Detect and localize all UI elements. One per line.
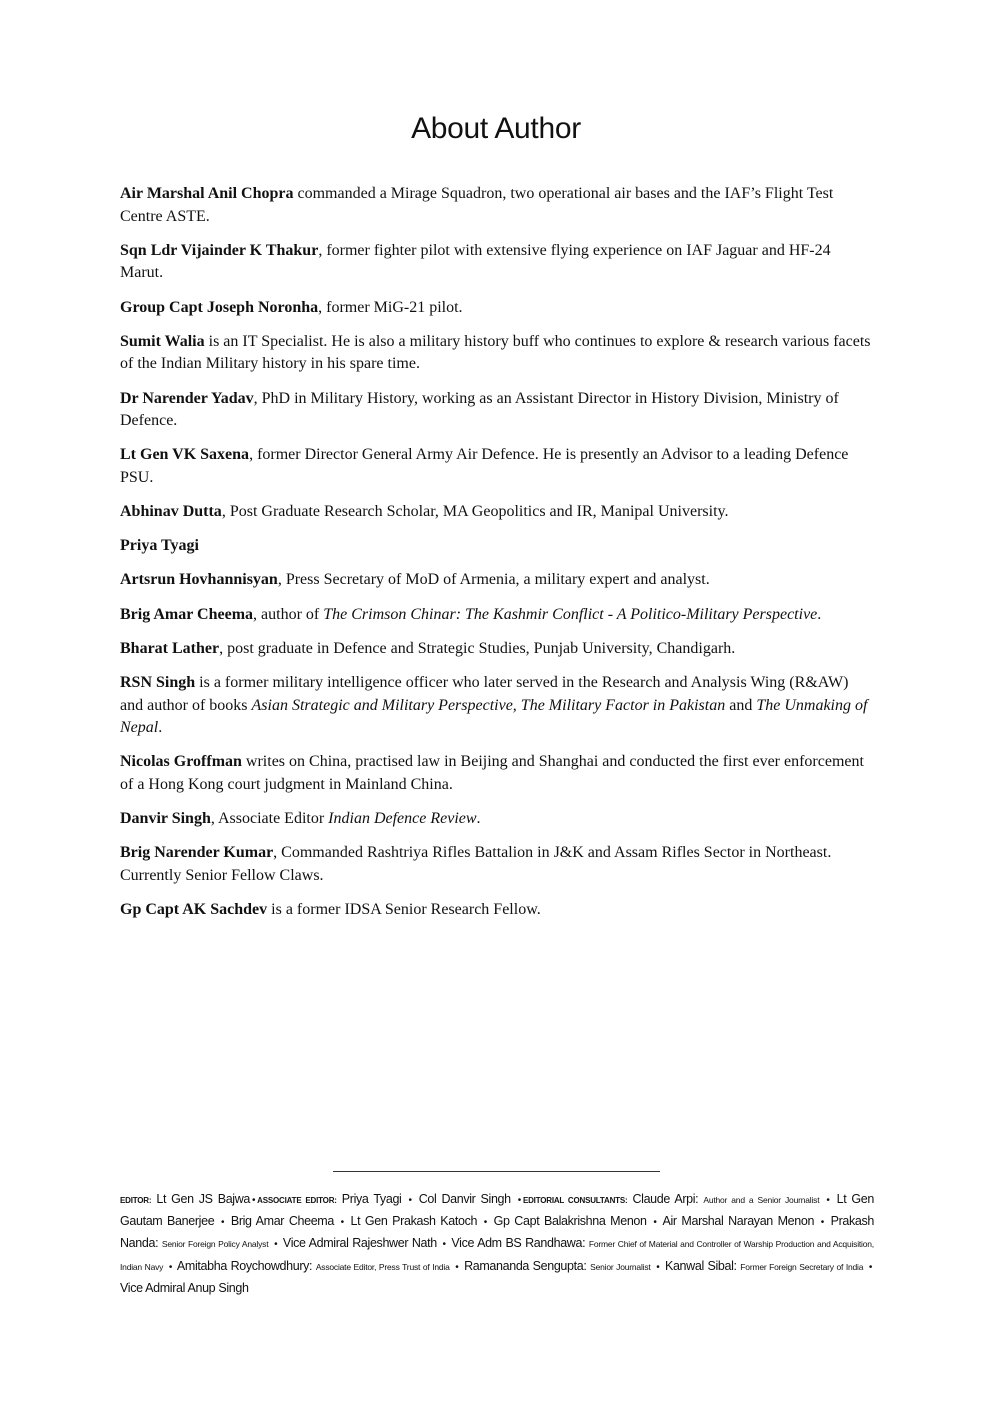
author-entry	[120, 638, 874, 661]
author-bio: writes on China, practised law in Beijing and Shanghai and conducted the first ever enforcement of a Hong Kong court judgment in Mainland China.	[120, 753, 864, 793]
author-name: Brig Amar Cheema	[120, 605, 254, 623]
editor-name: Lt Gen JS Bajwa	[151, 1192, 251, 1206]
author-bio-mid: and	[725, 696, 757, 714]
author-entry	[120, 672, 874, 740]
consultant-name: Air Marshal Narayan Menon	[658, 1214, 819, 1229]
book-title: The Unmaking of Nepal	[120, 696, 868, 737]
author-entry	[120, 297, 874, 320]
author-bio: , former Director General Army Air Defence. He is presently an Advisor to a leading Defence PSU.	[120, 446, 849, 486]
author-bio: is a former military intelligence officer who later served in the Research and Analysis Wing (R&AW) and author of books	[120, 674, 849, 714]
author-entry	[120, 535, 874, 558]
bullet-icon: •	[455, 1261, 459, 1273]
consultant-name: Lt Gen Prakash Katoch	[345, 1214, 482, 1229]
bullet-icon: •	[274, 1239, 278, 1251]
bullet-icon: •	[168, 1261, 172, 1273]
author-bio: , Post Graduate Research Scholar, MA Geopolitics and IR, Manipal University.	[221, 503, 729, 521]
bullet-icon: •	[408, 1195, 412, 1206]
author-name: Abhinav Dutta	[120, 503, 222, 521]
bullet-icon: •	[252, 1195, 256, 1206]
author-name: Brig Narender Kumar	[120, 844, 274, 862]
author-bio: , post graduate in Defence and Strategic Studies, Punjab University, Chandigarh.	[219, 639, 736, 657]
book-title: The Crimson Chinar: The Kashmir Conflict - A Politico-Military Perspective	[323, 605, 818, 623]
author-bio: , author of	[253, 605, 324, 623]
consultant-desc: Associate Editor, Press Trust of India	[315, 1261, 450, 1272]
author-bio-end: .	[158, 719, 163, 737]
bullet-icon: •	[220, 1217, 225, 1229]
author-entry	[120, 751, 874, 796]
page-title: About Author	[411, 112, 581, 145]
author-name: Gp Capt AK Sachdev	[120, 901, 268, 919]
bullet-icon: •	[820, 1217, 824, 1229]
consultant-desc: Former Foreign Secretary of India	[740, 1261, 864, 1272]
bullet-icon: •	[653, 1217, 657, 1229]
author-bio: , Associate Editor	[210, 810, 329, 828]
bullet-icon: •	[826, 1195, 830, 1206]
author-name: Sqn Ldr Vijainder K Thakur	[120, 241, 319, 259]
author-bio-end: .	[817, 605, 822, 623]
author-bio: is an IT Specialist. He is also a military history buff who continues to explore & research various facets of the Indian Military history in his spare time.	[120, 332, 871, 373]
consultant-name: Gp Capt Balakrishna Menon	[488, 1214, 652, 1229]
consultant-desc: Author and a Senior Journalist	[703, 1195, 820, 1205]
consultant-name: Lt Gen Gautam Banerjee	[120, 1192, 874, 1229]
consultant-desc: Senior Foreign Policy Analyst	[161, 1239, 269, 1250]
author-bio: , former MiG-21 pilot.	[318, 298, 463, 316]
associate-editor-label: ASSOCIATE EDITOR:	[257, 1196, 337, 1205]
consultant-name: Prakash Nanda:	[120, 1214, 875, 1251]
bullet-icon: •	[868, 1261, 873, 1273]
footer-divider	[333, 1171, 660, 1172]
author-entry	[120, 899, 874, 922]
author-bio-end: .	[476, 810, 481, 828]
consultant-name: Vice Adm BS Randhawa:	[447, 1236, 589, 1251]
author-name: Artsrun Hovhannisyan	[120, 571, 278, 589]
author-name: Priya Tyagi	[120, 537, 199, 555]
consultant-desc: Senior Journalist	[590, 1261, 651, 1272]
author-name: Nicolas Groffman	[120, 753, 242, 771]
consultant-name: Brig Amar Cheema	[226, 1214, 339, 1229]
author-name: Air Marshal Anil Chopra	[120, 185, 294, 202]
author-entry	[120, 604, 874, 627]
author-entry	[120, 808, 874, 831]
author-entry	[120, 388, 874, 433]
author-bio: , Commanded Rashtriya Rifles Battalion in J&K and Assam Rifles Sector in Northeast. Currently Senior Fellow Claws.	[120, 844, 832, 884]
publication-title: Indian Defence Review	[328, 810, 477, 828]
editor-label: EDITOR:	[120, 1196, 152, 1205]
author-bio: , Press Secretary of MoD of Armenia, a military expert and analyst.	[277, 571, 710, 589]
author-name: RSN Singh	[120, 674, 196, 692]
book-title: Asian Strategic and Military Perspective, The Military Factor in Pakistan	[251, 696, 726, 714]
author-list	[120, 183, 874, 933]
author-entry	[120, 501, 874, 524]
bullet-icon: •	[517, 1195, 521, 1206]
bullet-icon: •	[656, 1261, 660, 1273]
author-bio: commanded a Mirage Squadron, two operational air bases and the IAF’s Flight Test Centre ASTE.	[120, 185, 834, 225]
bullet-icon: •	[340, 1217, 344, 1229]
bullet-icon: •	[442, 1239, 446, 1251]
consultant-name: Vice Admiral Anup Singh	[120, 1280, 249, 1295]
consultants-label: EDITORIAL CONSULTANTS:	[522, 1196, 628, 1205]
author-name: Group Capt Joseph Noronha	[120, 298, 319, 316]
author-bio: , former fighter pilot with extensive flying experience on IAF Jaguar and HF-24 Marut.	[120, 241, 831, 282]
consultant-name: Ramananda Sengupta:	[460, 1258, 591, 1273]
author-name: Sumit Walia	[120, 332, 205, 350]
associate-editor-name: Priya Tyagi	[336, 1192, 407, 1206]
consultant-desc: Former Chief of Material and Controller of Warship Production and Acquisition, Indian Navy	[120, 1239, 874, 1272]
author-entry	[120, 444, 874, 489]
bullet-icon: •	[483, 1217, 487, 1229]
associate-editor-name: Col Danvir Singh	[413, 1192, 516, 1206]
consultant-name: Vice Admiral Rajeshwer Nath	[279, 1236, 441, 1251]
masthead	[120, 1189, 874, 1298]
author-name: Danvir Singh	[120, 810, 211, 828]
consultant-name: Claude Arpi:	[627, 1192, 704, 1206]
author-entry	[120, 183, 874, 228]
author-entry	[120, 569, 874, 592]
author-name: Dr Narender Yadav	[120, 389, 254, 407]
author-bio: , PhD in Military History, working as an Assistant Director in History Division, Ministry of Defence.	[120, 389, 839, 430]
author-entry	[120, 240, 874, 285]
author-name: Bharat Lather	[120, 639, 220, 657]
consultant-name: Amitabha Roychowdhury:	[174, 1258, 316, 1273]
author-bio: is a former IDSA Senior Research Fellow.	[267, 901, 541, 919]
consultant-name: Kanwal Sibal:	[661, 1258, 741, 1273]
author-entry	[120, 331, 874, 376]
author-name: Lt Gen VK Saxena	[120, 446, 250, 464]
author-entry	[120, 842, 874, 887]
